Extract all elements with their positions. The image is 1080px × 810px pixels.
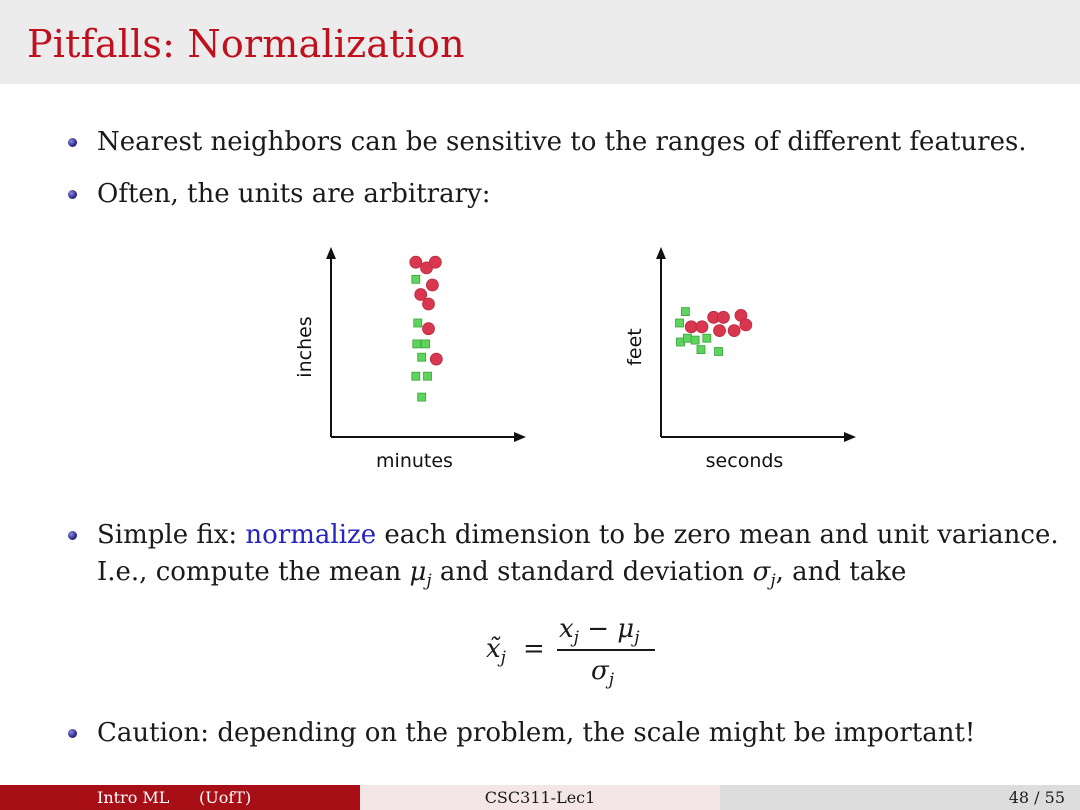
bullet-marker [68,190,77,199]
subscript-j: j [608,670,615,690]
fraction-bar [557,649,655,651]
green-square-point [697,346,705,354]
bullet-3-line2-b: and standard deviation [431,557,753,587]
subscript-j: j [634,628,640,648]
footer-bar [0,785,1080,810]
bullet-marker [68,138,77,147]
red-circle-point [426,279,438,291]
red-circle-point [685,321,697,333]
red-circle-point [423,323,435,335]
red-circle-point [429,256,441,268]
bullet-3-line2-c: , and take [775,557,907,587]
formula-denominator [591,656,615,690]
bullet-text-1: Nearest neighbors can be sensitive to the ranges of different features. [97,127,1027,157]
subscript-j: j [573,628,579,648]
bullet-marker [68,531,77,540]
x-axis-label: minutes [376,450,453,472]
green-square-point [414,319,422,327]
green-square-point [412,372,420,380]
mu-symbol: μ [617,614,635,644]
normalize-highlight: normalize [245,520,377,550]
sigma-symbol: σ [591,656,609,686]
mu-symbol: μ [409,557,427,587]
bullet-text-2: Often, the units are arbitrary: [97,179,491,209]
red-circle-point [728,325,740,337]
green-square-point [412,275,420,283]
red-circle-point [740,319,752,331]
normalization-formula [484,612,684,692]
green-square-point [424,372,432,380]
scatter-plot-minutes-inches [290,238,540,478]
red-circle-point [415,289,427,301]
red-circle-point [423,298,435,310]
slide-title: Pitfalls: Normalization [27,22,465,66]
green-square-point [418,353,426,361]
footer-page-number: 48 / 55 [1008,788,1065,807]
formula-numerator [559,614,640,648]
green-square-point [715,348,723,356]
x-axis-arrow [844,432,856,442]
formula-lhs [486,634,506,668]
bullet-marker [68,729,77,738]
red-circle-point [410,256,422,268]
y-axis-label: feet [624,328,646,366]
subscript-j: j [770,571,776,591]
sigma-symbol: σ [752,557,771,587]
y-axis-label: inches [294,316,316,378]
green-square-point [691,336,699,344]
minus-sign: − [578,614,618,644]
footer-author: Intro ML [97,788,170,807]
red-circle-point [696,321,708,333]
x-tilde-symbol: x̃ [486,634,501,664]
bullet-3-prefix: Simple fix: [97,520,246,550]
scatter-plot-seconds-feet [620,238,870,478]
green-square-point [422,340,430,348]
y-axis-arrow [326,247,336,259]
equals-sign: = [523,634,545,664]
footer-page-section [720,785,1080,810]
bullet-text-3 [97,517,1059,553]
green-square-point [681,308,689,316]
green-square-point [413,340,421,348]
bullet-3-suffix: each dimension to be zero mean and unit variance. [376,520,1059,550]
footer-course: CSC311-Lec1 [360,785,720,810]
footer-institution: (UofT) [199,788,252,807]
footer-author-section [0,785,360,810]
green-square-point [703,334,711,342]
y-axis-arrow [656,247,666,259]
x-axis-label: seconds [705,450,784,472]
bullet-text-3-line-2 [97,554,906,593]
x-axis-arrow [514,432,526,442]
red-circle-point [430,353,442,365]
subscript-j: j [500,648,506,668]
title-bar [0,0,1080,84]
green-square-point [683,334,691,342]
green-square-point [418,393,426,401]
red-circle-point [714,325,726,337]
bullet-text-4: Caution: depending on the problem, the scale might be important! [97,718,976,748]
red-circle-point [717,311,729,323]
x-symbol: x [559,614,574,644]
subscript-j: j [426,571,432,591]
bullet-3-line2-a: I.e., compute the mean [97,557,410,587]
green-square-point [676,319,684,327]
